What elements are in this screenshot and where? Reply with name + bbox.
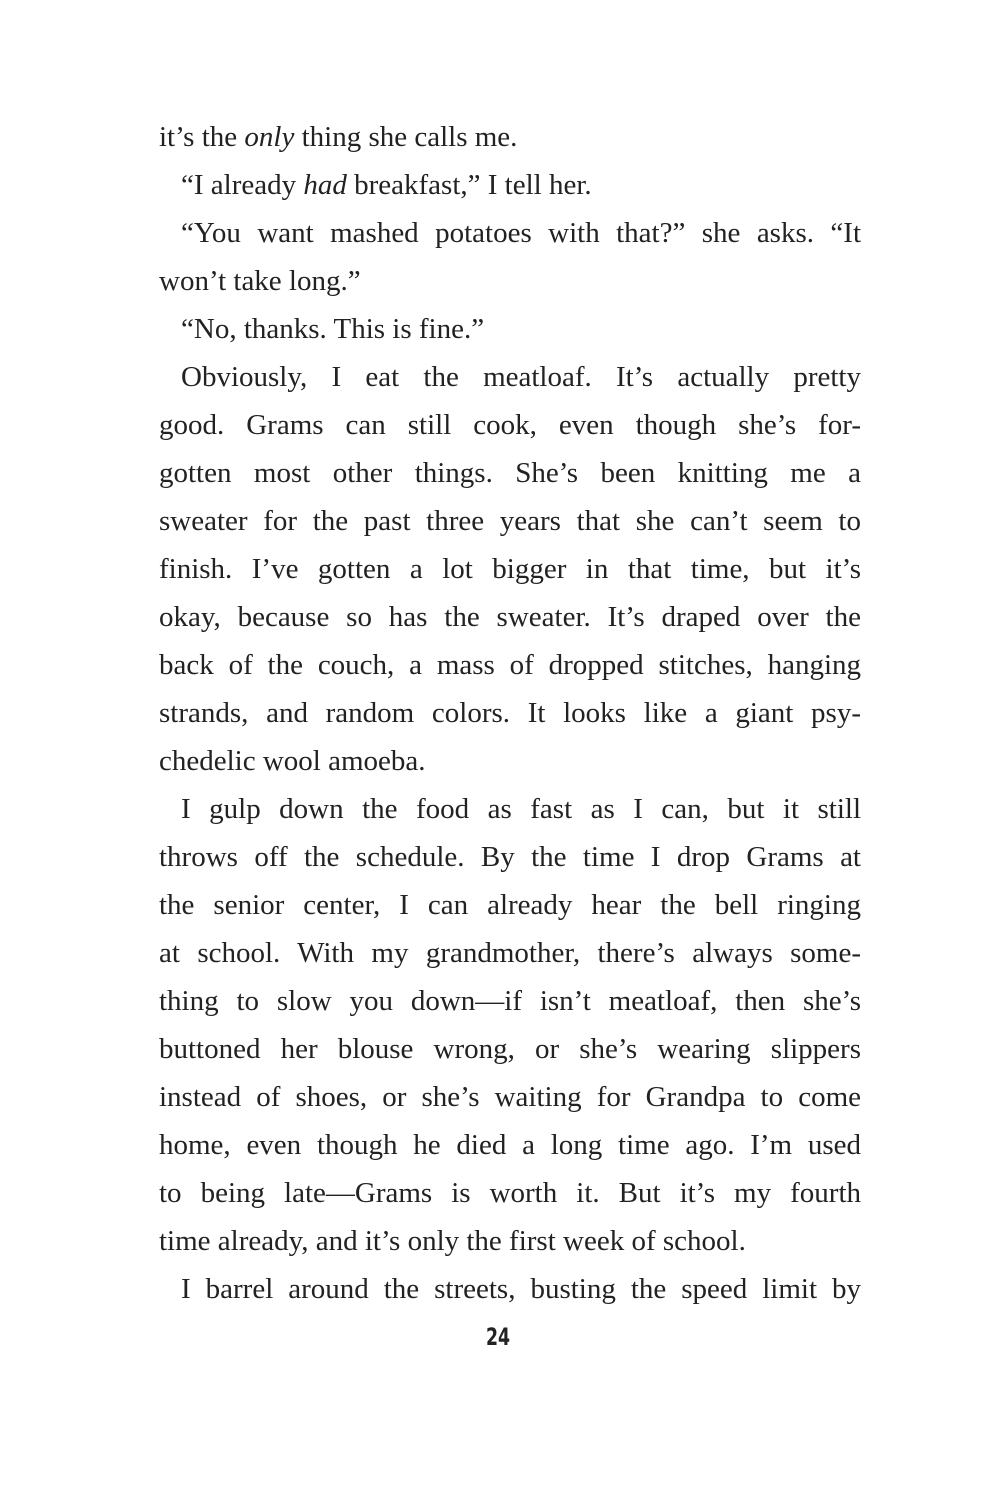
line-text: okay, because so has the sweater. It’s draped over the	[159, 601, 861, 633]
text-line	[159, 1169, 861, 1217]
text-line	[159, 401, 861, 449]
text-line	[159, 1073, 861, 1121]
line-text: at school. With my grandmother, there’s always some-	[159, 937, 861, 969]
text-line	[159, 113, 861, 161]
line-text: thing to slow you down—if isn’t meatloaf, then she’s	[159, 985, 861, 1017]
line-text: “No, thanks. This is fine.”	[181, 313, 485, 345]
line-text: won’t take long.”	[159, 265, 361, 297]
text-line	[159, 497, 861, 545]
line-text: “I already	[181, 169, 304, 201]
line-text: I gulp down the food as fast as I can, but it still	[181, 793, 861, 825]
text-line	[159, 833, 861, 881]
line-text: home, even though he died a long time ago. I’m used	[159, 1129, 861, 1161]
line-text: strands, and random colors. It looks like a giant psy-	[159, 697, 861, 729]
line-text: gotten most other things. She’s been knitting me a	[159, 457, 861, 489]
line-text: sweater for the past three years that she can’t seem to	[159, 505, 861, 537]
line-text: instead of shoes, or she’s waiting for Grandpa to come	[159, 1081, 861, 1113]
emphasis-text: only	[244, 121, 295, 153]
line-text: finish. I’ve gotten a lot bigger in that time, but it’s	[159, 553, 861, 585]
text-line	[159, 737, 861, 785]
line-text: thing she calls me.	[294, 121, 518, 153]
text-line	[159, 593, 861, 641]
text-line	[159, 785, 861, 833]
line-text: it’s the	[159, 121, 245, 153]
line-text: back of the couch, a mass of dropped stitches, hanging	[159, 649, 861, 681]
text-line	[159, 545, 861, 593]
line-text: good. Grams can still cook, even though she’s for-	[159, 409, 861, 441]
line-text: throws off the schedule. By the time I drop Grams at	[159, 841, 861, 873]
text-line	[159, 929, 861, 977]
text-line	[159, 209, 861, 257]
line-text: chedelic wool amoeba.	[159, 745, 426, 777]
text-line	[159, 449, 861, 497]
text-line	[159, 161, 861, 209]
text-line	[159, 1025, 861, 1073]
text-line	[159, 353, 861, 401]
text-line	[159, 1217, 861, 1265]
line-text: buttoned her blouse wrong, or she’s wearing slippers	[159, 1033, 861, 1065]
line-text: “You want mashed potatoes with that?” she asks. “It	[181, 217, 861, 249]
text-line	[159, 305, 861, 353]
text-line	[159, 977, 861, 1025]
line-text: breakfast,” I tell her.	[346, 169, 592, 201]
text-line	[159, 881, 861, 929]
line-text: Obviously, I eat the meatloaf. It’s actually pretty	[181, 361, 861, 393]
text-line	[159, 1265, 861, 1313]
text-line	[159, 689, 861, 737]
emphasis-text: had	[303, 169, 347, 201]
body-text	[159, 113, 861, 1313]
page-number: 24	[485, 1323, 511, 1351]
line-text: to being late—Grams is worth it. But it’s my fourth	[159, 1177, 861, 1209]
line-text: the senior center, I can already hear the bell ringing	[159, 889, 861, 921]
line-text: I barrel around the streets, busting the speed limit by	[181, 1273, 861, 1305]
text-line	[159, 1121, 861, 1169]
text-line	[159, 257, 861, 305]
line-text: time already, and it’s only the first week of school.	[159, 1225, 746, 1257]
text-line	[159, 641, 861, 689]
